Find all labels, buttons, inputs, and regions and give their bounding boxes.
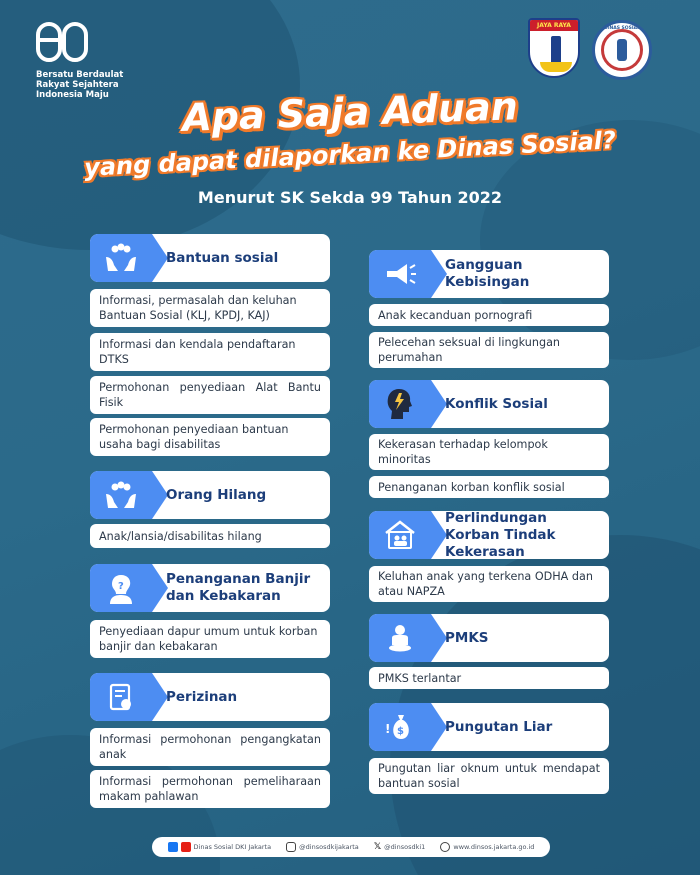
category-pungutan-liar bbox=[369, 703, 609, 751]
list-item: Informasi dan kendala pendaftaran DTKS bbox=[90, 333, 330, 371]
list-item: Informasi, permasalah dan keluhan Bantuan Sosial (KLJ, KPDJ, KAJ) bbox=[90, 289, 330, 327]
sitting-person-icon bbox=[369, 614, 431, 662]
hands-people-icon bbox=[90, 471, 152, 519]
document-stamp-icon bbox=[90, 673, 152, 721]
dinsos-emblem bbox=[592, 20, 652, 80]
list-item: Anak kecanduan pornografi bbox=[369, 304, 609, 326]
list-item: Anak/lansia/disabilitas hilang bbox=[90, 524, 330, 548]
money-bag-icon bbox=[369, 703, 431, 751]
head-lightning-icon bbox=[369, 380, 431, 428]
svg-text:$: $ bbox=[397, 726, 404, 737]
category-heading: Gangguan Kebisingan bbox=[445, 257, 530, 290]
category-bantuan-sosial bbox=[90, 234, 330, 282]
hands-coins-icon bbox=[90, 234, 152, 282]
jakarta-emblem bbox=[528, 18, 580, 78]
category-orang-hilang bbox=[90, 471, 330, 519]
list-item: PMKS terlantar bbox=[369, 667, 609, 689]
facebook-icon bbox=[168, 842, 178, 852]
megaphone-noise-icon bbox=[369, 250, 431, 298]
instagram-icon bbox=[286, 842, 296, 852]
x-link[interactable] bbox=[374, 842, 425, 852]
category-gangguan-kebisingan bbox=[369, 250, 609, 298]
category-heading: Konflik Sosial bbox=[445, 395, 548, 412]
website-link[interactable] bbox=[440, 842, 534, 852]
list-item: Kekerasan terhadap kelompok minoritas bbox=[369, 434, 609, 470]
list-item: Pelecehan seksual di lingkungan perumahan bbox=[369, 332, 609, 368]
globe-icon bbox=[440, 842, 450, 852]
category-konflik-sosial bbox=[369, 380, 609, 428]
category-pmks bbox=[369, 614, 609, 662]
footer-text: @dinsosdkijakarta bbox=[299, 843, 359, 851]
footer-text: Dinas Sosial DKI Jakarta bbox=[193, 843, 272, 851]
anniversary-80-logo bbox=[36, 22, 96, 67]
category-heading: Pungutan Liar bbox=[445, 718, 553, 735]
list-item: Pungutan liar oknum untuk mendapat bantuan sosial bbox=[369, 758, 609, 794]
svg-text:!: ! bbox=[385, 722, 391, 736]
facebook-youtube-link[interactable] bbox=[168, 842, 272, 852]
jakarta-emblem-text: JAYA RAYA bbox=[530, 20, 578, 31]
category-perizinan bbox=[90, 673, 330, 721]
category-heading: Perizinan bbox=[166, 688, 238, 705]
footer-text: @dinsosdki1 bbox=[384, 843, 426, 851]
footer-text: www.dinsos.jakarta.go.id bbox=[453, 843, 535, 851]
category-perlindungan-korban bbox=[369, 511, 609, 559]
category-penanganan-banjir bbox=[90, 564, 330, 612]
list-item: Permohonan penyediaan bantuan usaha bagi disabilitas bbox=[90, 418, 330, 456]
list-item: Informasi permohonan pengangkatan anak bbox=[90, 728, 330, 766]
slogan-line: Rakyat Sejahtera bbox=[36, 80, 119, 90]
list-item: Penyediaan dapur umum untuk korban banjir dan kebakaran bbox=[90, 620, 330, 658]
list-item: Informasi permohonan pemeliharaan makam pahlawan bbox=[90, 770, 330, 808]
title-line-1: Apa Saja Aduan bbox=[181, 84, 519, 140]
title-line-2: yang dapat dilaporkan ke Dinas Sosial? bbox=[83, 126, 617, 182]
slogan-line: Indonesia Maju bbox=[36, 90, 109, 100]
subtitle: Menurut SK Sekda 99 Tahun 2022 bbox=[197, 188, 503, 207]
dinsos-emblem-text: DINAS SOSIAL bbox=[604, 26, 640, 31]
category-heading: Penanganan Banjir dan Kebakaran bbox=[166, 571, 311, 604]
slogan bbox=[36, 70, 123, 100]
list-item: Penanganan korban konflik sosial bbox=[369, 476, 609, 498]
category-heading: Perlindungan Korban Tindak Kekerasan bbox=[445, 509, 556, 560]
svg-text:?: ? bbox=[118, 581, 124, 592]
x-icon: 𝕏 bbox=[373, 842, 382, 852]
slogan-line: Bersatu Berdaulat bbox=[36, 70, 124, 80]
person-question-icon bbox=[90, 564, 152, 612]
category-heading: Bantuan sosial bbox=[166, 249, 279, 266]
instagram-link[interactable] bbox=[286, 842, 359, 852]
shelter-icon bbox=[369, 511, 431, 559]
list-item: Keluhan anak yang terkena ODHA dan atau NAPZA bbox=[369, 566, 609, 602]
social-footer bbox=[152, 837, 550, 857]
category-heading: Orang Hilang bbox=[166, 486, 267, 503]
list-item: Permohonan penyediaan Alat Bantu Fisik bbox=[90, 376, 330, 414]
youtube-icon bbox=[181, 842, 191, 852]
category-heading: PMKS bbox=[445, 629, 489, 646]
